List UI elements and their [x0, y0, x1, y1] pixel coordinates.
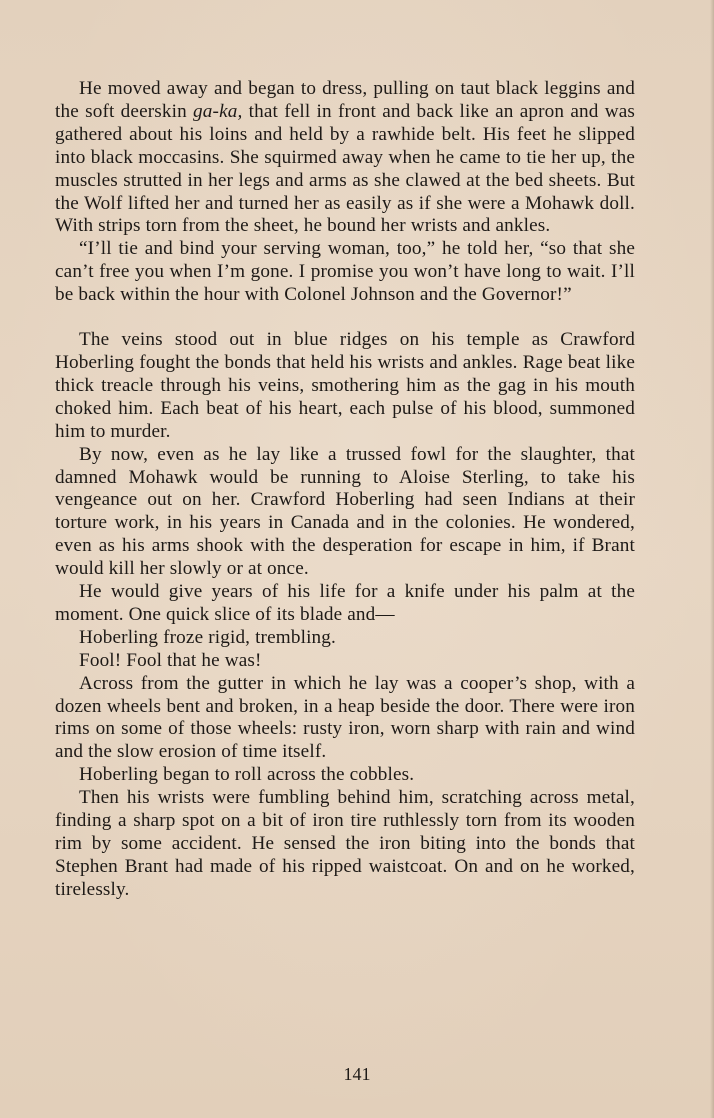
body-text — [55, 78, 635, 902]
paragraph: He would give years of his life for a knife under his palm at the moment. One quick slice of its blade and— — [55, 581, 635, 625]
paragraph: The veins stood out in blue ridges on his temple as Crawford Hoberling fought the bonds that held his wrists and ankles. Rage beat like thick treacle through his veins, smothering him as the gag in his mouth choked him. Each beat of his heart, each pulse of his blood, summoned him to murder. — [55, 329, 635, 442]
paragraph: Fool! Fool that he was! — [79, 649, 262, 671]
page-edge-shadow — [710, 0, 714, 1118]
paragraph: He moved away and began to dress, pulling on taut black leggins and the soft deerskin ga-ka, that fell in front and back like an apron and was gathered about his loins and held by a rawhide belt. His feet he slipped into black moccasins. She squirmed away when he came to tie her up, the muscles strutted in her legs and arms as she clawed at the bed sheets. But the Wolf lifted her and turned her as easily as if she were a Mohawk doll. With strips torn from the sheet, he bound her wrists and ankles. — [55, 78, 635, 237]
paragraph: Hoberling began to roll across the cobbles. — [79, 764, 415, 786]
paragraph: By now, even as he lay like a trussed fowl for the slaughter, that damned Mohawk would be running to Aloise Sterling, to take his vengeance out on her. Crawford Hoberling had seen Indians at their torture work, in his years in Canada and in the colonies. He wondered, even as his arms shook with the desperation for escape in him, if Brant would kill her slowly or at once. — [55, 443, 635, 580]
paragraph: Across from the gutter in which he lay was a cooper’s shop, with a dozen wheels bent and broken, in a heap beside the door. There were iron rims on some of those wheels: rusty iron, worn sharp with rain and wind and the slow erosion of time itself. — [55, 672, 635, 763]
paragraph: “I’ll tie and bind your serving woman, too,” he told her, “so that she can’t free you when I’m gone. I promise you won’t have long to wait. I’ll be back within the hour with Colonel Johnson and the Governor!” — [55, 238, 635, 306]
page-number: 141 — [343, 1064, 371, 1084]
paragraph: Then his wrists were fumbling behind him, scratching across metal, finding a sharp spot on a bit of iron tire ruthlessly torn from its wooden rim by some accident. He sensed the iron biting into the bonds that Stephen Brant had made of his ripped waistcoat. On and on he worked, tirelessly. — [55, 787, 635, 900]
paragraph: Hoberling froze rigid, trembling. — [79, 626, 336, 648]
